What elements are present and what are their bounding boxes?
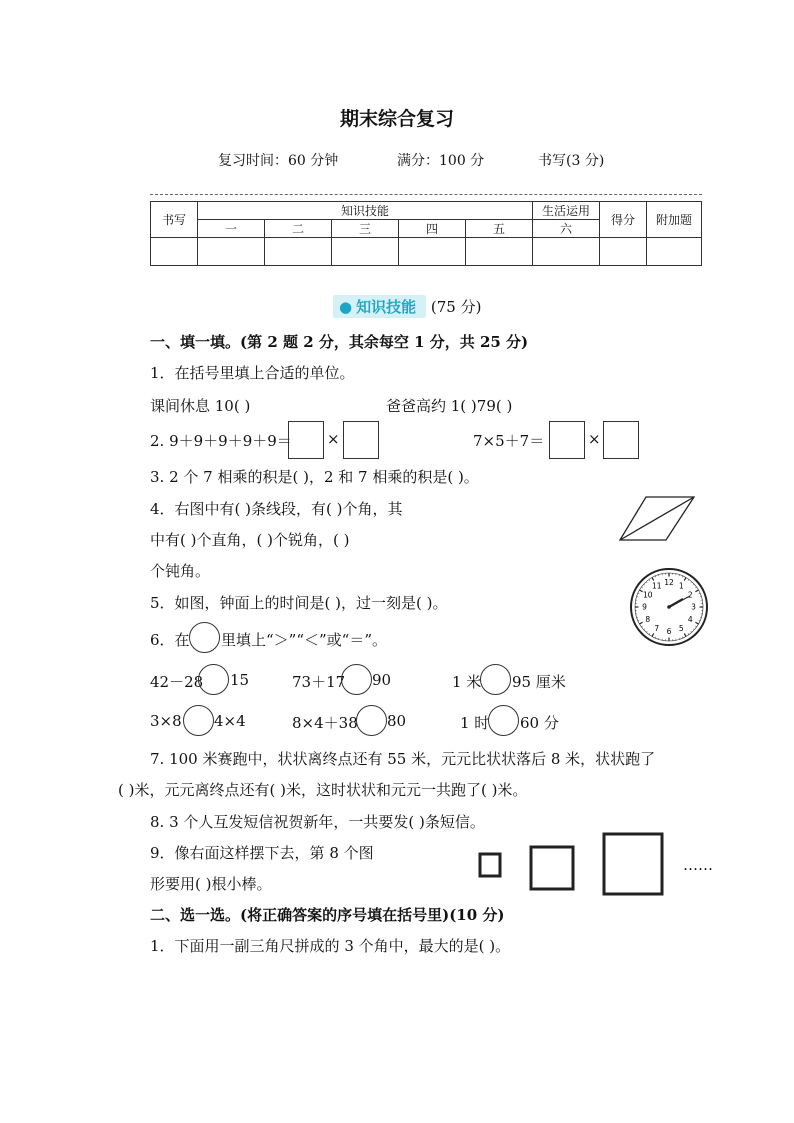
score-col-5: 五 bbox=[466, 220, 533, 238]
clock-tick bbox=[638, 593, 639, 594]
score-col-1: 一 bbox=[198, 220, 265, 238]
clock-number: 9 bbox=[642, 602, 647, 612]
compare-circle[interactable] bbox=[341, 664, 372, 695]
clock-tick bbox=[641, 587, 642, 588]
part1-heading: 一、填一填。(第 2 题 2 分，其余每空 1 分，共 25 分) bbox=[150, 333, 529, 351]
score-col-3: 三 bbox=[332, 220, 399, 238]
question-2b: 7×5＋7＝ bbox=[473, 432, 545, 450]
question-6-post: 里填上“＞”“＜”或“＝”。 bbox=[221, 631, 388, 649]
question-8: 8. 3 个人互发短信祝贺新年，一共要发( )条短信。 bbox=[150, 813, 485, 831]
times-sign: × bbox=[588, 430, 601, 448]
answer-box[interactable] bbox=[288, 421, 324, 459]
clock-tick bbox=[688, 633, 689, 634]
score-col-2: 二 bbox=[265, 220, 332, 238]
clock-number: 12 bbox=[664, 578, 674, 588]
clock-number: 10 bbox=[643, 590, 653, 600]
compare-4-right: 4×4 bbox=[214, 712, 246, 730]
clock-number: 1 bbox=[678, 581, 684, 591]
bullet-icon: ● bbox=[339, 298, 353, 316]
clock-tick bbox=[688, 579, 689, 580]
clock-tick bbox=[641, 626, 642, 627]
continuation-dots: …… bbox=[683, 856, 713, 874]
part2-question-1: 1．下面用一副三角尺拼成的 3 个角中，最大的是( )。 bbox=[150, 937, 511, 955]
review-time: 复习时间：60 分钟 bbox=[218, 153, 339, 169]
parallelogram-figure bbox=[618, 494, 698, 544]
compare-6-left: 1 时 bbox=[460, 714, 490, 732]
question-9a: 9．像右面这样摆下去，第 8 个图 bbox=[150, 844, 374, 862]
part2-heading: 二、选一选。(将正确答案的序号填在括号里)(10 分) bbox=[150, 906, 505, 924]
clock-number: 2 bbox=[687, 590, 693, 600]
question-4a: 4．右图中有( )条线段，有( )个角，其 bbox=[150, 500, 403, 518]
question-4b: 中有( )个直角，( )个锐角，( ) bbox=[150, 531, 350, 549]
section-title bbox=[333, 295, 481, 318]
compare-2-right: 90 bbox=[372, 671, 392, 689]
question-1b: 爸爸高约 1( )79( ) bbox=[386, 397, 513, 415]
compare-3-right: 95 厘米 bbox=[512, 673, 566, 691]
clock-number: 8 bbox=[645, 614, 651, 624]
clock-tick bbox=[699, 593, 700, 594]
stick-squares-figure bbox=[476, 830, 666, 900]
score-knowledge-header: 知识技能 bbox=[198, 202, 533, 220]
clock-tick bbox=[652, 578, 654, 581]
clock-tick bbox=[649, 579, 650, 580]
score-cell[interactable] bbox=[151, 238, 198, 266]
clock-number: 6 bbox=[666, 627, 672, 637]
clock-tick bbox=[695, 626, 696, 627]
clock-tick bbox=[693, 584, 694, 585]
clock-tick bbox=[693, 629, 694, 630]
score-cell[interactable] bbox=[647, 238, 702, 266]
clock-tick bbox=[646, 582, 647, 583]
compare-6-right: 60 分 bbox=[520, 714, 559, 732]
clock-tick bbox=[655, 576, 656, 577]
score-cell[interactable] bbox=[332, 238, 399, 266]
score-cell[interactable] bbox=[600, 238, 647, 266]
clock-tick bbox=[684, 578, 686, 581]
clock-tick bbox=[682, 637, 683, 638]
score-cell[interactable] bbox=[265, 238, 332, 266]
compare-circle[interactable] bbox=[183, 705, 214, 736]
score-col-4: 四 bbox=[399, 220, 466, 238]
question-9b: 形要用( )根小棒。 bbox=[150, 875, 272, 893]
question-7b: ( )米，元元离终点还有( )米，这时状状和元元一共跑了( )米。 bbox=[118, 781, 528, 799]
score-life-header: 生活运用 bbox=[533, 202, 600, 220]
clock-tick bbox=[695, 590, 698, 592]
full-score: 满分：100 分 bbox=[397, 153, 485, 169]
writing-score: 书写(3 分) bbox=[538, 153, 605, 169]
score-writing-header: 书写 bbox=[151, 202, 198, 238]
question-6-pre: 6．在 bbox=[150, 631, 190, 649]
score-cell[interactable] bbox=[198, 238, 265, 266]
clock-number: 3 bbox=[691, 602, 696, 612]
score-col-6: 六 bbox=[533, 220, 600, 238]
answer-box[interactable] bbox=[603, 421, 639, 459]
section-name: 知识技能 bbox=[356, 298, 417, 316]
compare-circle[interactable] bbox=[480, 664, 511, 695]
score-cell[interactable] bbox=[399, 238, 466, 266]
score-extra-header: 附加题 bbox=[647, 202, 702, 238]
section-badge bbox=[333, 295, 426, 318]
clock-number: 4 bbox=[687, 614, 693, 624]
question-5: 5．如图，钟面上的时间是( )，过一刻是( )。 bbox=[150, 594, 448, 612]
answer-box[interactable] bbox=[343, 421, 379, 459]
compare-4-left: 3×8 bbox=[150, 712, 182, 730]
compare-1-right: 15 bbox=[230, 671, 250, 689]
clock-tick bbox=[640, 622, 643, 624]
score-cell[interactable] bbox=[466, 238, 533, 266]
clock-figure bbox=[628, 566, 710, 648]
clock-tick bbox=[644, 584, 645, 585]
compare-3-left: 1 米 bbox=[452, 673, 482, 691]
question-3: 3. 2 个 7 相乘的积是( )，2 和 7 相乘的积是( )。 bbox=[150, 468, 479, 486]
clock-tick bbox=[695, 622, 698, 624]
page-title: 期末综合复习 bbox=[339, 108, 454, 130]
compare-5-left: 8×4＋38 bbox=[292, 714, 358, 732]
clock-tick bbox=[684, 633, 686, 636]
clock-tick bbox=[691, 631, 692, 632]
question-2a: 2. 9＋9＋9＋9＋9＝ bbox=[150, 432, 292, 450]
question-1: 1．在括号里填上合适的单位。 bbox=[150, 364, 355, 382]
score-table bbox=[150, 201, 702, 266]
question-7a: 7. 100 米赛跑中，状状离终点还有 55 米，元元比状状落后 8 米，状状跑了 bbox=[150, 750, 656, 768]
clock-tick bbox=[644, 629, 645, 630]
compare-1-left: 42－28 bbox=[150, 673, 204, 691]
compare-circle[interactable] bbox=[488, 705, 519, 736]
compare-circle[interactable] bbox=[198, 664, 229, 695]
clock-tick bbox=[652, 633, 654, 636]
clock-tick bbox=[699, 620, 700, 621]
clock-tick bbox=[655, 637, 656, 638]
clock-tick bbox=[646, 631, 647, 632]
clock-tick bbox=[638, 620, 639, 621]
answer-box[interactable] bbox=[549, 421, 585, 459]
clock-tick bbox=[649, 633, 650, 634]
question-4c: 个钝角。 bbox=[150, 562, 211, 580]
compare-circle[interactable] bbox=[356, 705, 387, 736]
clock-tick bbox=[691, 582, 692, 583]
score-total-header: 得分 bbox=[600, 202, 647, 238]
compare-5-right: 80 bbox=[387, 712, 407, 730]
times-sign: × bbox=[327, 430, 340, 448]
compare-2-left: 73＋17 bbox=[292, 673, 346, 691]
clock-tick bbox=[682, 576, 683, 577]
clock-number: 11 bbox=[651, 581, 662, 591]
compare-circle-sample bbox=[189, 622, 220, 653]
clock-number: 7 bbox=[654, 623, 660, 633]
clock-tick bbox=[695, 587, 696, 588]
score-cell[interactable] bbox=[533, 238, 600, 266]
dotted-divider bbox=[150, 194, 702, 195]
clock-number: 5 bbox=[678, 623, 684, 633]
section-points: (75 分) bbox=[430, 298, 482, 316]
question-1a: 课间休息 10( ) bbox=[150, 397, 251, 415]
